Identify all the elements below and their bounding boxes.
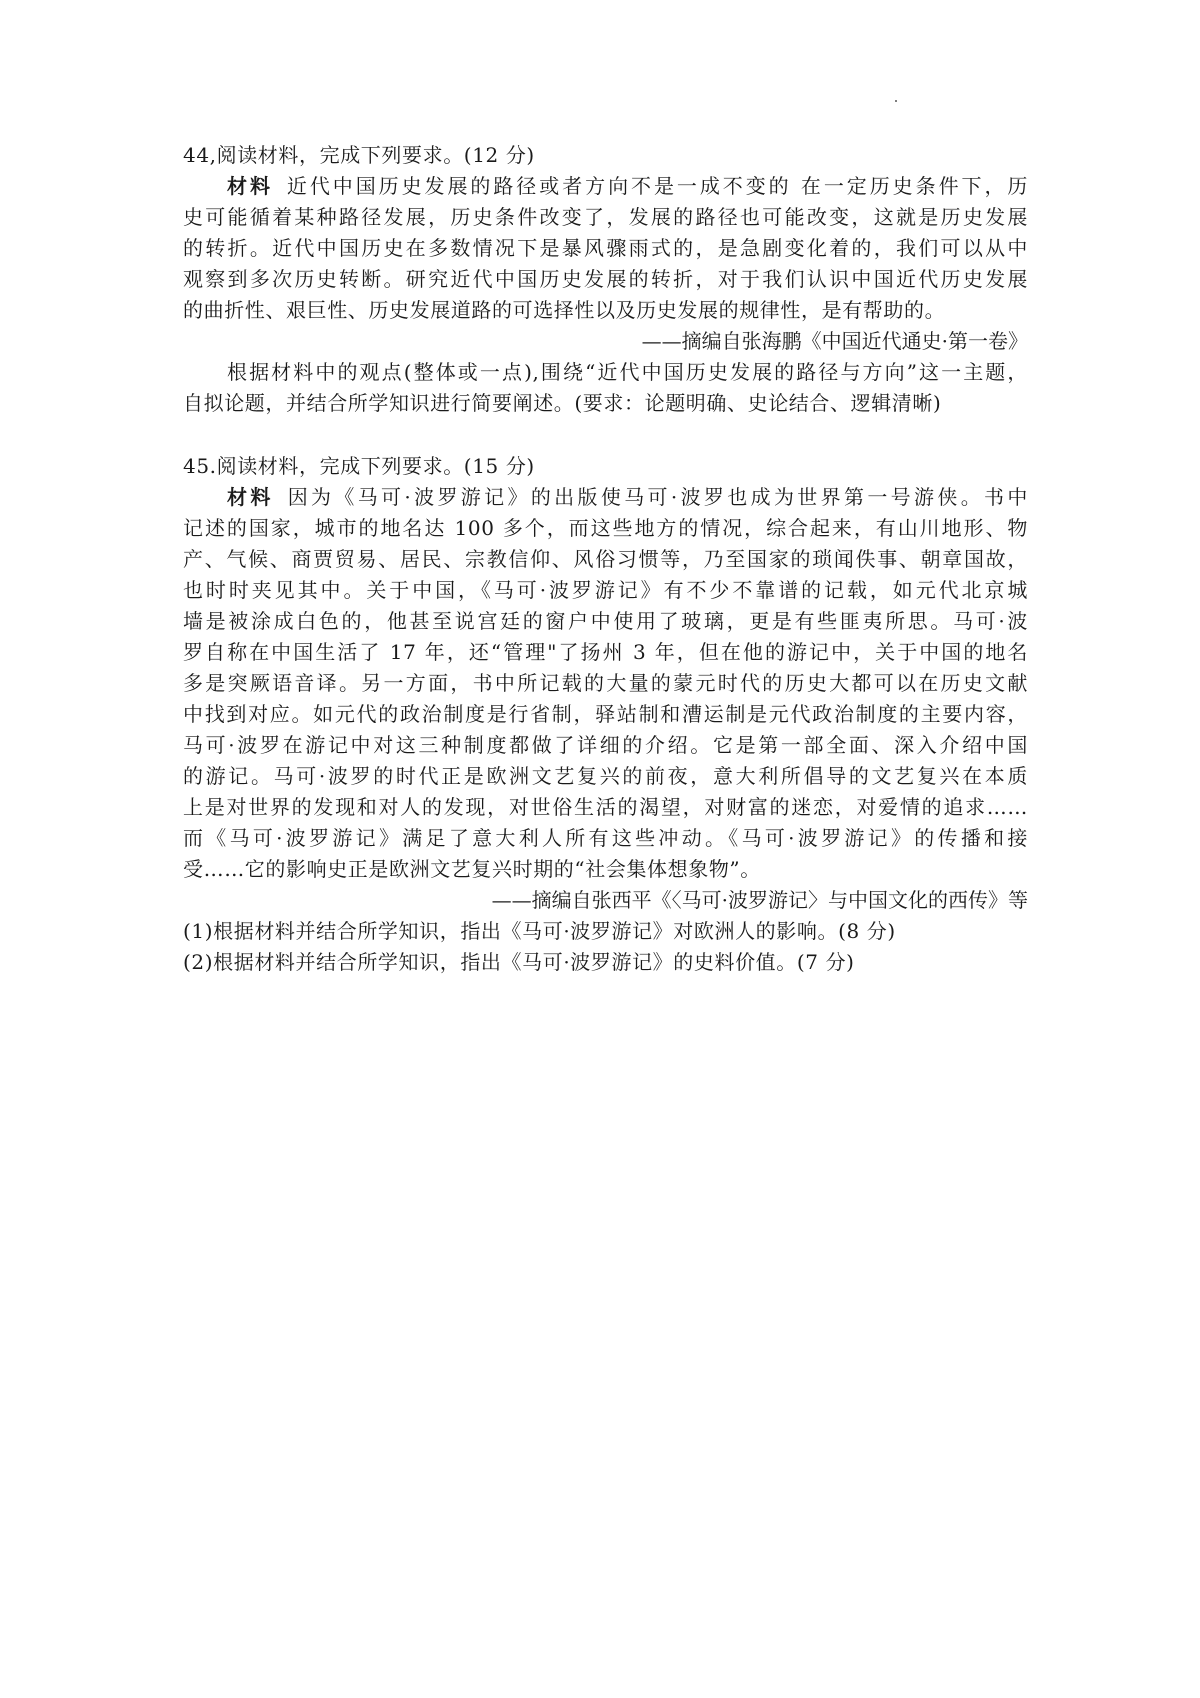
q45-source: ——摘编自张西平《〈马可·波罗游记〉与中国文化的西传》等 [491, 888, 1028, 912]
q45-sub-question-2: (2)根据材料并结合所学知识，指出《马可·波罗游记》的史料价值。(7 分) [183, 950, 855, 974]
q45-material-line: 多是突厥语音译。另一方面，书中所记载的大量的蒙元时代的历史大都可以在历史文献 [183, 671, 1028, 695]
q45-sub-question-1: (1)根据材料并结合所学知识，指出《马可·波罗游记》对欧洲人的影响。(8 分) [183, 919, 896, 943]
exam-page [183, 140, 1028, 978]
q44-heading: 44,阅读材料，完成下列要求。(12 分) [183, 143, 535, 167]
q45-material-line: 的游记。马可·波罗的时代正是欧洲文艺复兴的前夜，意大利所倡导的文艺复兴在本质 [183, 764, 1028, 788]
q45-material-line: 而《马可·波罗游记》满足了意大利人所有这些冲动。《马可·波罗游记》的传播和接 [183, 826, 1028, 850]
q44-material-line: 史可能循着某种路径发展，历史条件改变了，发展的路径也可能改变，这就是历史发展 [183, 205, 1028, 229]
q45-material-line: 受……它的影响史正是欧洲文艺复兴时期的“社会集体想象物”。 [183, 857, 761, 881]
q44-material-label: 材料 [227, 174, 273, 198]
q44-task-line: 根据材料中的观点(整体或一点),围绕“近代中国历史发展的路径与方向”这一主题， [227, 360, 1028, 384]
q45-material-line: 罗自称在中国生活了 17 年，还“管理"了扬州 3 年，但在他的游记中，关于中国的地名 [183, 640, 1028, 664]
q45-material-line: 产、气候、商贾贸易、居民、宗教信仰、风俗习惯等，乃至国家的琐闻佚事、朝章国故， [183, 547, 1028, 571]
q44-material-line: 材料 近代中国历史发展的路径或者方向不是一成不变的 在一定历史条件下，历 [227, 174, 1028, 198]
q44-task-line: 自拟论题，并结合所学知识进行简要阐述。(要求：论题明确、史论结合、逻辑清晰) [183, 391, 942, 415]
q44-material-line: 的曲折性、艰巨性、历史发展道路的可选择性以及历史发展的规律性，是有帮助的。 [183, 298, 946, 322]
q44-source: ——摘编自张海鹏《中国近代通史·第一卷》 [641, 329, 1028, 353]
q44-material-line: 观察到多次历史转断。研究近代中国历史发展的转折，对于我们认识中国近代历史发展 [183, 267, 1028, 291]
q45-material-line: 记述的国家，城市的地名达 100 多个，而这些地方的情况，综合起来，有山川地形、物 [183, 516, 1028, 540]
scan-speck [895, 100, 897, 102]
question-44 [183, 140, 1028, 419]
q45-heading: 45.阅读材料，完成下列要求。(15 分) [183, 454, 535, 478]
question-45 [183, 451, 1028, 978]
q45-material-line: 上是对世界的发现和对人的发现，对世俗生活的渴望，对财富的迷恋，对爱情的追求…… [183, 795, 1028, 819]
q45-material-line: 中找到对应。如元代的政治制度是行省制，驿站制和漕运制是元代政治制度的主要内容， [183, 702, 1028, 726]
q45-material-line: 材料 因为《马可·波罗游记》的出版使马可·波罗也成为世界第一号游侠。书中 [227, 485, 1028, 509]
q45-material-line: 墙是被涂成白色的，他甚至说宫廷的窗户中使用了玻璃，更是有些匪夷所思。马可·波 [183, 609, 1028, 633]
q45-material-line: 马可·波罗在游记中对这三种制度都做了详细的介绍。它是第一部全面、深入介绍中国 [183, 733, 1028, 757]
q45-material-line: 也时时夹见其中。关于中国，《马可·波罗游记》有不少不靠谱的记载，如元代北京城 [183, 578, 1028, 602]
q45-material-label: 材料 [227, 485, 274, 509]
q44-material-line: 的转折。近代中国历史在多数情况下是暴风骤雨式的，是急剧变化着的，我们可以从中 [183, 236, 1028, 260]
